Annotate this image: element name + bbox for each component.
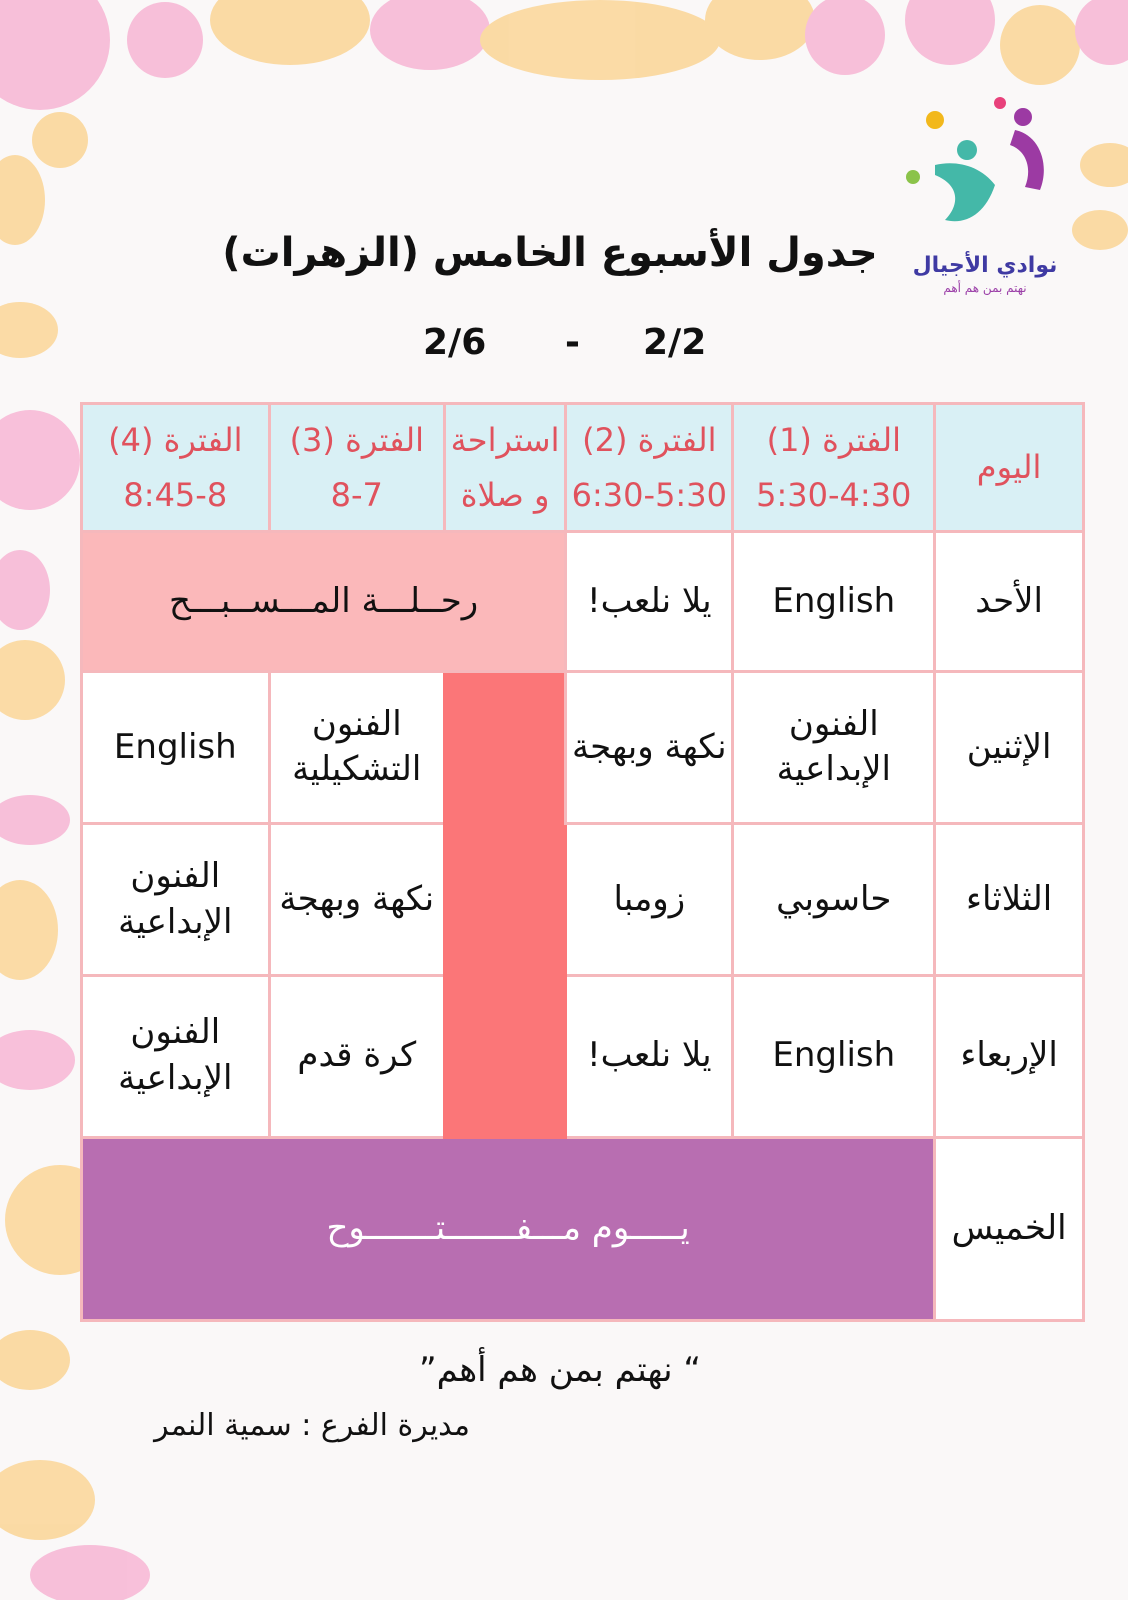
logo-name: نوادي الأجيال [912, 253, 1058, 278]
branch-manager: مديرة الفرع : سمية النمر [154, 1408, 470, 1443]
period-2-name: الفترة (2) [582, 421, 717, 460]
activity-cell: نكهة وبهجة [269, 824, 444, 976]
header-period-1 [733, 404, 935, 532]
activity-cell: الفنون الإبداعية [82, 824, 270, 976]
table-row [82, 671, 1084, 824]
day-cell: الأحد [935, 532, 1084, 671]
page-title: جدول الأسبوع الخامس (الزهرات) [222, 230, 878, 276]
day-cell: الثلاثاء [935, 824, 1084, 976]
period-3-time: 8-7 [330, 475, 383, 514]
activity-cell: الفنون الإبداعية [733, 671, 935, 824]
activity-cell: English [82, 671, 270, 824]
table-row [82, 824, 1084, 976]
activity-cell: English [733, 975, 935, 1137]
activity-cell: يلا نلعب! [566, 532, 733, 671]
break-column [444, 671, 565, 1137]
period-2-time: 6:30-5:30 [571, 475, 727, 514]
header-period-4 [82, 404, 270, 532]
day-cell: الإثنين [935, 671, 1084, 824]
activity-cell: حاسوبي [733, 824, 935, 976]
period-1-time: 5:30-4:30 [756, 475, 912, 514]
activity-cell: English [733, 532, 935, 671]
header-break [444, 404, 565, 532]
table-row [82, 975, 1084, 1137]
header-period-2 [566, 404, 733, 532]
activity-cell: زومبا [566, 824, 733, 976]
day-cell: الخميس [935, 1137, 1084, 1320]
trip-cell: رحــلـــة المـــســبـــح [82, 532, 566, 671]
activity-cell: نكهة وبهجة [566, 671, 733, 824]
period-3-name: الفترة (3) [289, 421, 424, 460]
end-date: 2/6 [423, 322, 487, 363]
logo-figures-icon [905, 95, 1065, 250]
activity-cell: يلا نلعب! [566, 975, 733, 1137]
header-row [82, 404, 1084, 532]
header-day: اليوم [935, 404, 1084, 532]
activity-cell: كرة قدم [269, 975, 444, 1137]
open-day-cell: يـــــوم مـــفـــــــتـــــــوح [82, 1137, 935, 1320]
period-1-name: الفترة (1) [766, 421, 901, 460]
slogan: “ نهتم بمن هم أهم” [418, 1350, 702, 1390]
table-row [82, 1137, 1084, 1320]
club-logo [905, 95, 1065, 305]
date-separator: - [565, 322, 580, 363]
activity-cell: الفنون الإبداعية [82, 975, 270, 1137]
period-4-time: 8:45-8 [123, 475, 228, 514]
logo-tagline: نهتم بمن هم أهم [943, 281, 1027, 295]
day-cell: الإربعاء [935, 975, 1084, 1137]
start-date: 2/2 [643, 322, 707, 363]
break-sub: و صلاة [460, 475, 550, 514]
activity-cell: الفنون التشكيلية [269, 671, 444, 824]
break-name: استراحة [450, 421, 560, 460]
schedule-table [80, 402, 1085, 1322]
header-period-3 [269, 404, 444, 532]
period-4-name: الفترة (4) [108, 421, 243, 460]
table-row [82, 532, 1084, 671]
